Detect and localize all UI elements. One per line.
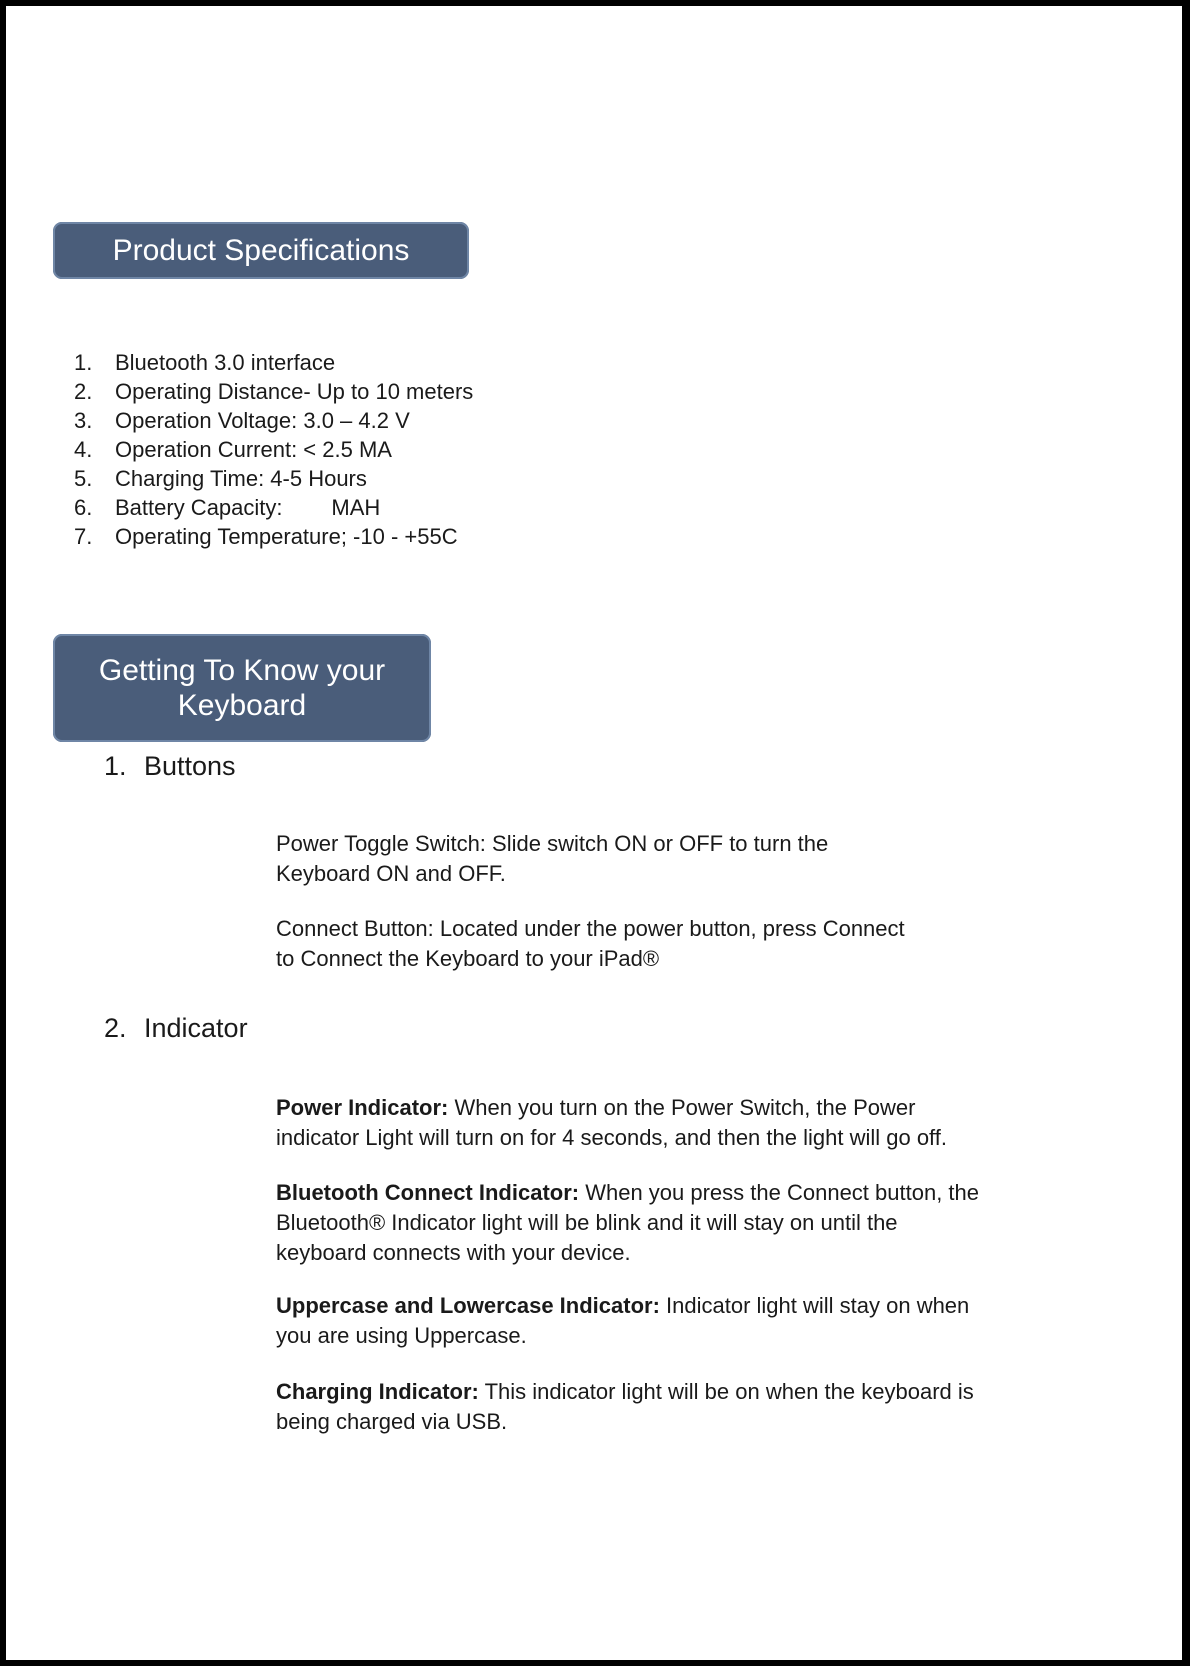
spec-item [74, 493, 473, 522]
spec-text: Battery Capacity: MAH [115, 495, 381, 520]
charging-indicator-text: This indicator light will be on when the keyboard is being charged via USB. [276, 1379, 974, 1434]
spec-number: 5. [74, 466, 93, 491]
bluetooth-indicator-label: Bluetooth Connect Indicator: [276, 1180, 580, 1205]
spec-text: Operation Current: < 2.5 MA [115, 437, 392, 462]
bluetooth-indicator-paragraph [276, 1178, 1096, 1268]
power-indicator-label: Power Indicator: [276, 1095, 449, 1120]
case-indicator-paragraph [276, 1291, 1096, 1351]
connect-button-text: Connect Button: Located under the power button, press Connect to Connect the Keyboard to your iPad® [276, 916, 905, 971]
spec-item [74, 377, 473, 406]
spec-item [74, 464, 473, 493]
indicator-heading [104, 1013, 248, 1044]
bluetooth-indicator-text: When you press the Connect button, the Bluetooth® Indicator light will be blink and it will stay on until the keyboard connects with your device. [276, 1180, 980, 1265]
power-indicator-paragraph [276, 1093, 1096, 1153]
spec-text: Charging Time: 4-5 Hours [115, 466, 367, 491]
spec-text: Bluetooth 3.0 interface [115, 350, 336, 375]
spec-number: 3. [74, 408, 93, 433]
case-indicator-label: Uppercase and Lowercase Indicator: [276, 1293, 660, 1318]
spec-item [74, 522, 473, 551]
buttons-heading [104, 751, 236, 782]
spec-item [74, 435, 473, 464]
product-specifications-title: Product Specifications [112, 234, 410, 267]
spec-number: 4. [74, 437, 93, 462]
spec-text: Operation Voltage: 3.0 – 4.2 V [115, 408, 410, 433]
spec-number: 1. [74, 350, 93, 375]
power-indicator-text: When you turn on the Power Switch, the Power indicator Light will turn on for 4 seconds, and then the light will go off. [276, 1095, 947, 1150]
spec-number: 6. [74, 495, 93, 520]
indicator-heading-number: 2. [104, 1013, 127, 1043]
buttons-heading-number: 1. [104, 751, 127, 781]
spec-text: Operating Distance- Up to 10 meters [115, 379, 474, 404]
spec-number: 7. [74, 524, 93, 549]
charging-indicator-label: Charging Indicator: [276, 1379, 479, 1404]
charging-indicator-paragraph [276, 1377, 1096, 1437]
power-toggle-switch-text: Power Toggle Switch: Slide switch ON or OFF to turn the Keyboard ON and OFF. [276, 831, 829, 886]
buttons-heading-text: Buttons [144, 751, 236, 781]
product-specifications-banner [53, 222, 469, 279]
spec-item [74, 406, 473, 435]
spec-text: Operating Temperature; -10 - +55C [115, 524, 458, 549]
spec-number: 2. [74, 379, 93, 404]
getting-to-know-keyboard-banner [53, 634, 431, 742]
indicator-heading-text: Indicator [144, 1013, 248, 1043]
case-indicator-text: Indicator light will stay on when you are using Uppercase. [276, 1293, 970, 1348]
spec-item [74, 348, 473, 377]
getting-to-know-keyboard-title: Getting To Know your Keyboard [98, 654, 386, 722]
spec-list [74, 348, 473, 551]
